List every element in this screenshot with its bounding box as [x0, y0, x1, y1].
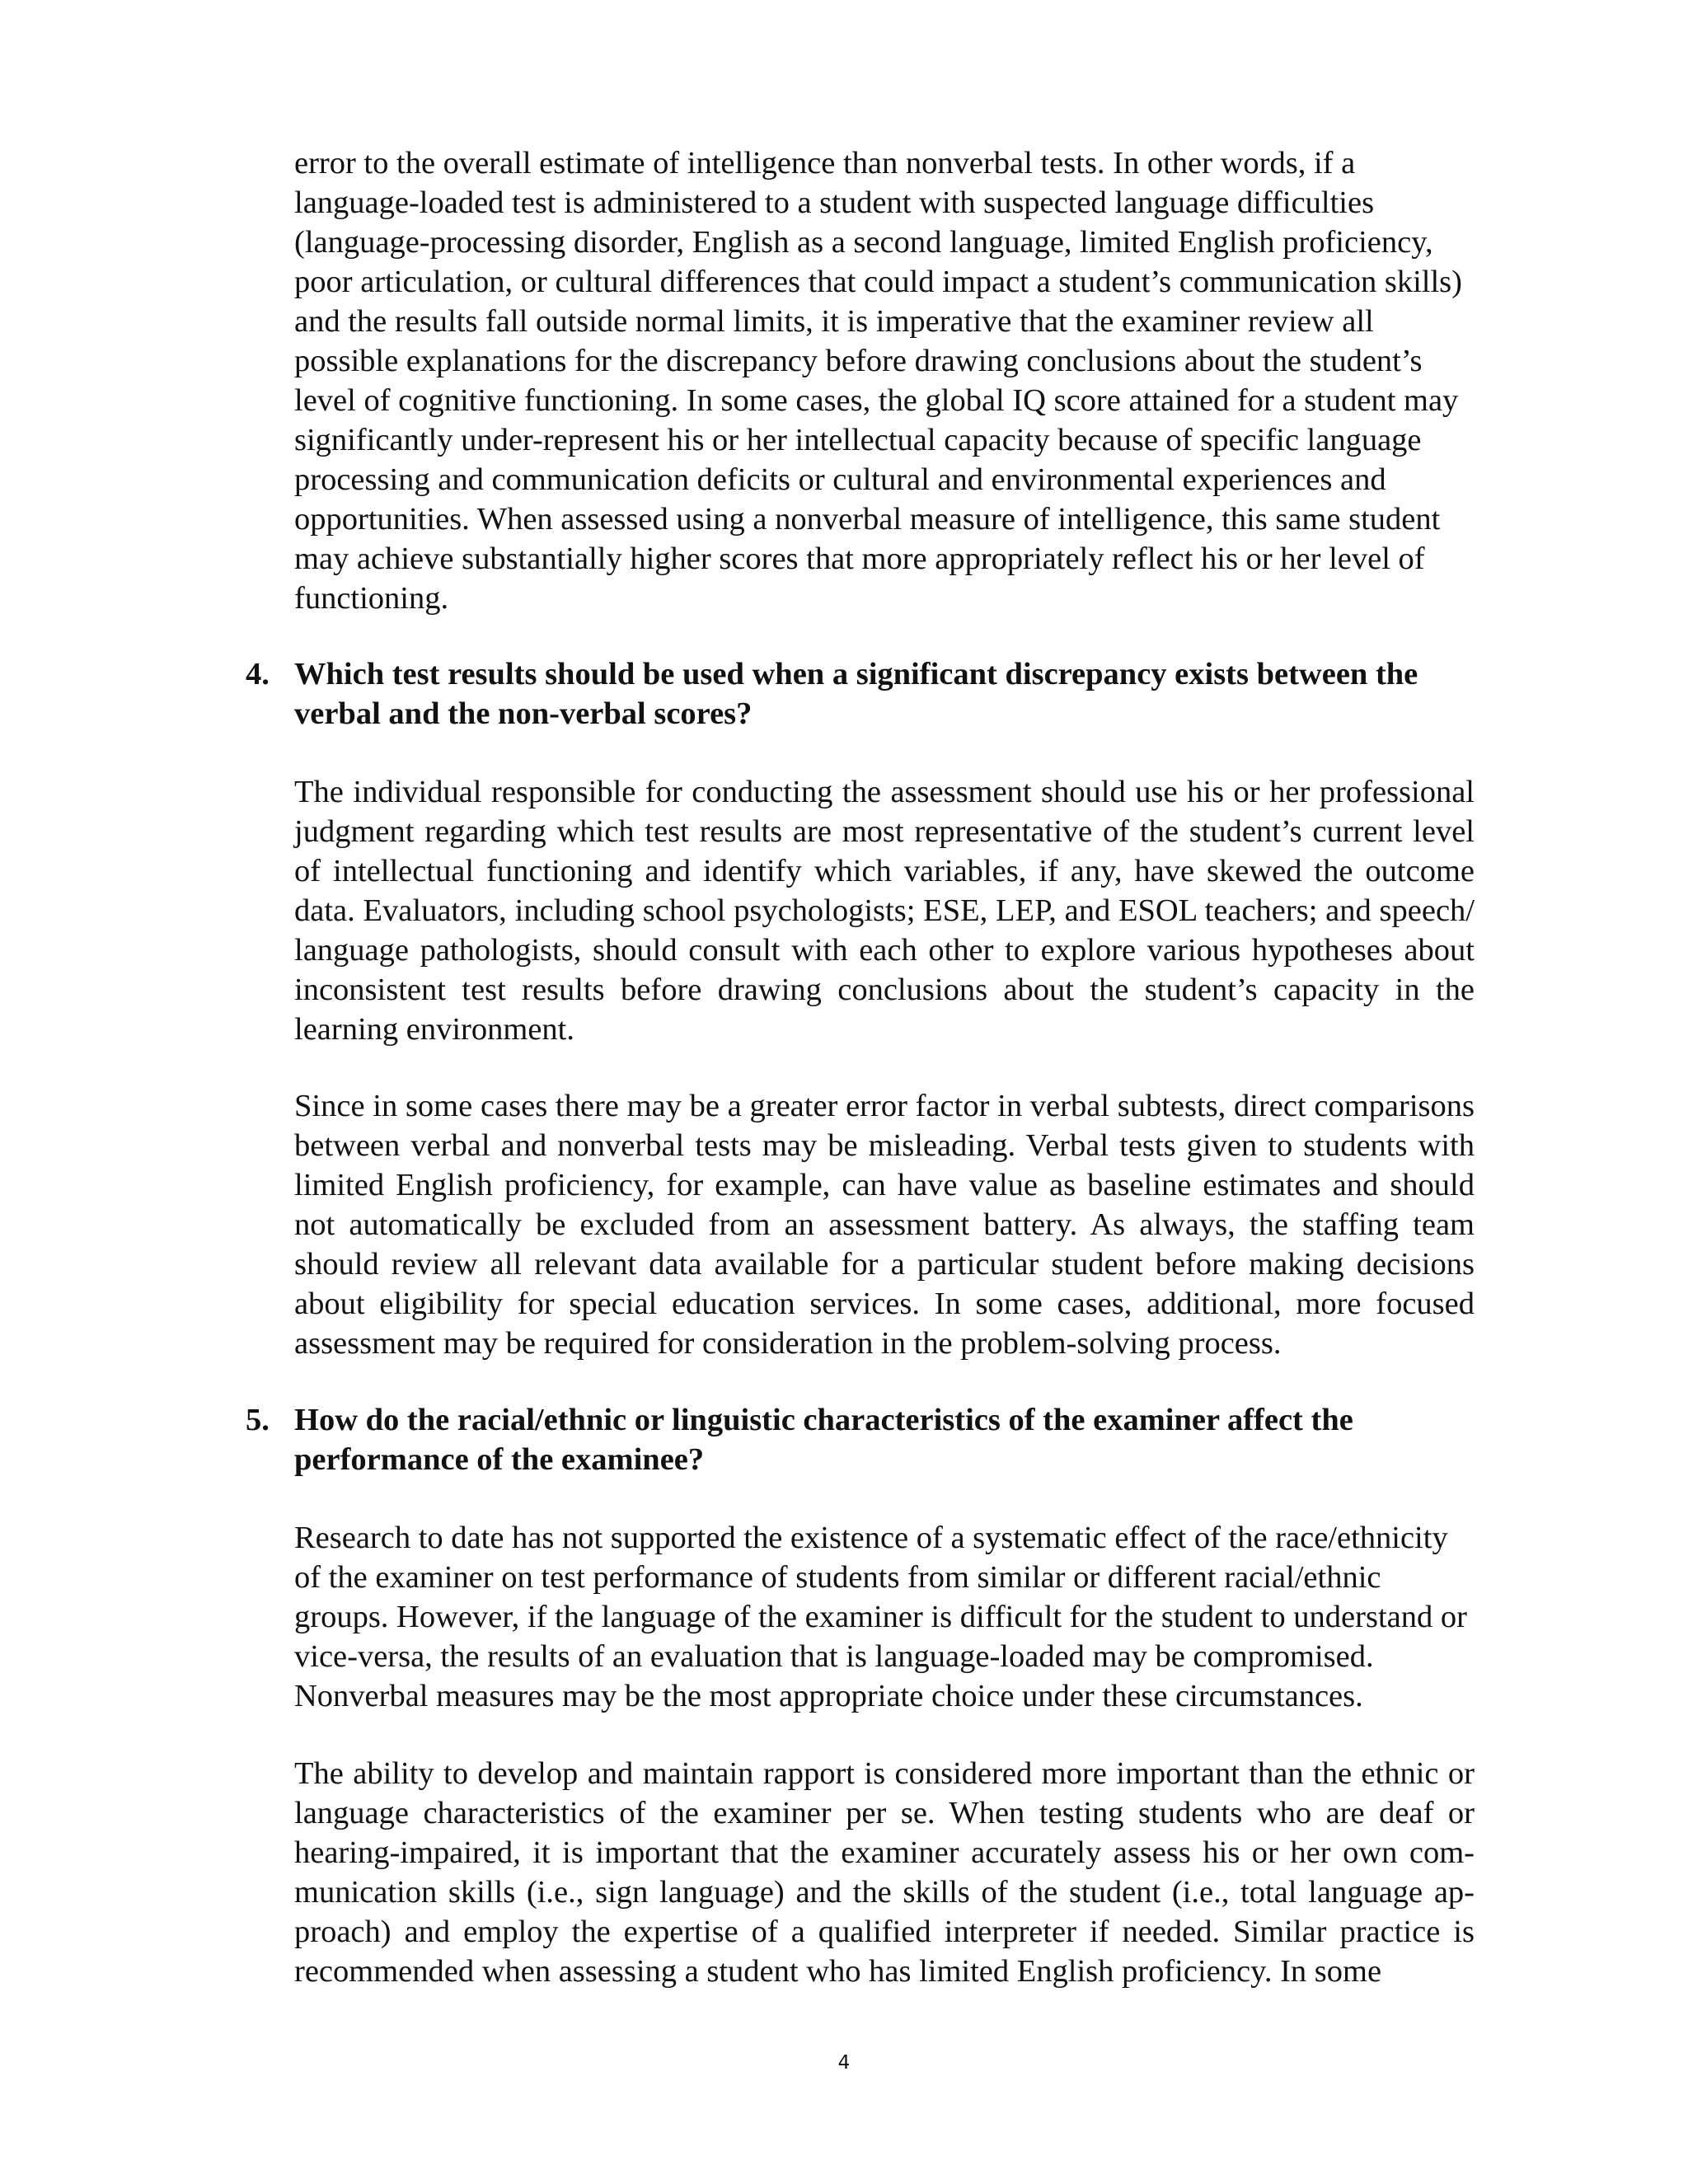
question-number: 4. — [246, 657, 270, 691]
question-4-answer-paragraph-2: Since in some cases there may be a greater error factor in verbal subtests, direct comparisons between verbal and nonverbal tests may be misleading. Verbal tests given to students with limited English proficiency, for example, can have value as baseline estimates and should not automatically be excluded from an assessment battery. As always, the staffing team should review all relevant data available for a particular student before making decisions about eligibility for special education services. In some cases, additional, more focused assessment may be required for consideration in the problem-solving process. — [294, 1089, 1475, 1361]
question-4-answer-paragraph-1: The individual responsible for conducting the assessment should use his or her professional judgment regarding which test results are most representative of the student’s current level of intellectual functioning and identify which variables, if any, have skewed the outcome data. Evaluators, including school psychologists; ESE, LEP, and ESOL teachers; and speech/ language pathologists, should consult with each other to explore various hypotheses about inconsistent test results before drawing conclusions about the student’s capacity in the learning environment. — [294, 775, 1475, 1047]
question-5-heading — [246, 1400, 1475, 1479]
question-heading-text: Which test results should be used when a significant discrepancy exists between the verbal and the non-verbal scores? — [294, 657, 1418, 731]
question-heading-text: How do the racial/ethnic or linguistic characteristics of the examiner affect the performance of the examinee? — [294, 1403, 1353, 1477]
question-number: 5. — [246, 1403, 270, 1437]
question-5-answer-paragraph-2: The ability to develop and maintain rapport is considered more important than the ethnic or language characteristics of the examiner per se. When testing students who are deaf or hearing-impaired, it is important that the examiner accurately assess his or her own communication skills (i.e., sign language) and the skills of the student (i.e., total language approach) and employ the expertise of a qualified interpreter if needed. Similar practice is recommended when assessing a student who has limited English proficiency. In some — [294, 1756, 1475, 1989]
question-5-answer-paragraph-1: Research to date has not supported the existence of a systematic effect of the race/ethnicity of the examiner on test performance of students from similar or different racial/ethnic groups. However, if the language of the examiner is difficult for the student to understand or vice-versa, the results of an evaluation that is language-loaded may be compromised. Nonverbal measures may be the most appropriate choice under these circumstances. — [294, 1521, 1467, 1713]
intro-paragraph: error to the overall estimate of intelligence than nonverbal tests. In other words, if a language-loaded test is administered to a student with suspected language difficulties (language-processing disorder, English as a second language, limited English proficiency, poor articulation, or cultural differences that could impact a student’s communication skills) and the results fall outside normal limits, it is imperative that the examiner review all possible explanations for the discrepancy before drawing conclusions about the student’s level of cognitive functioning. In some cases, the global IQ score attained for a student may significantly under-represent his or her intellectual capacity because of specific language processing and communication deficits or cultural and environmental experiences and opportunities. When assessed using a nonverbal measure of intelligence, this same student may achieve substantially higher scores that more appropriately reflect his or her level of functioning. — [294, 146, 1462, 616]
page-number: 4 — [837, 2052, 851, 2074]
question-4-heading — [246, 654, 1475, 733]
